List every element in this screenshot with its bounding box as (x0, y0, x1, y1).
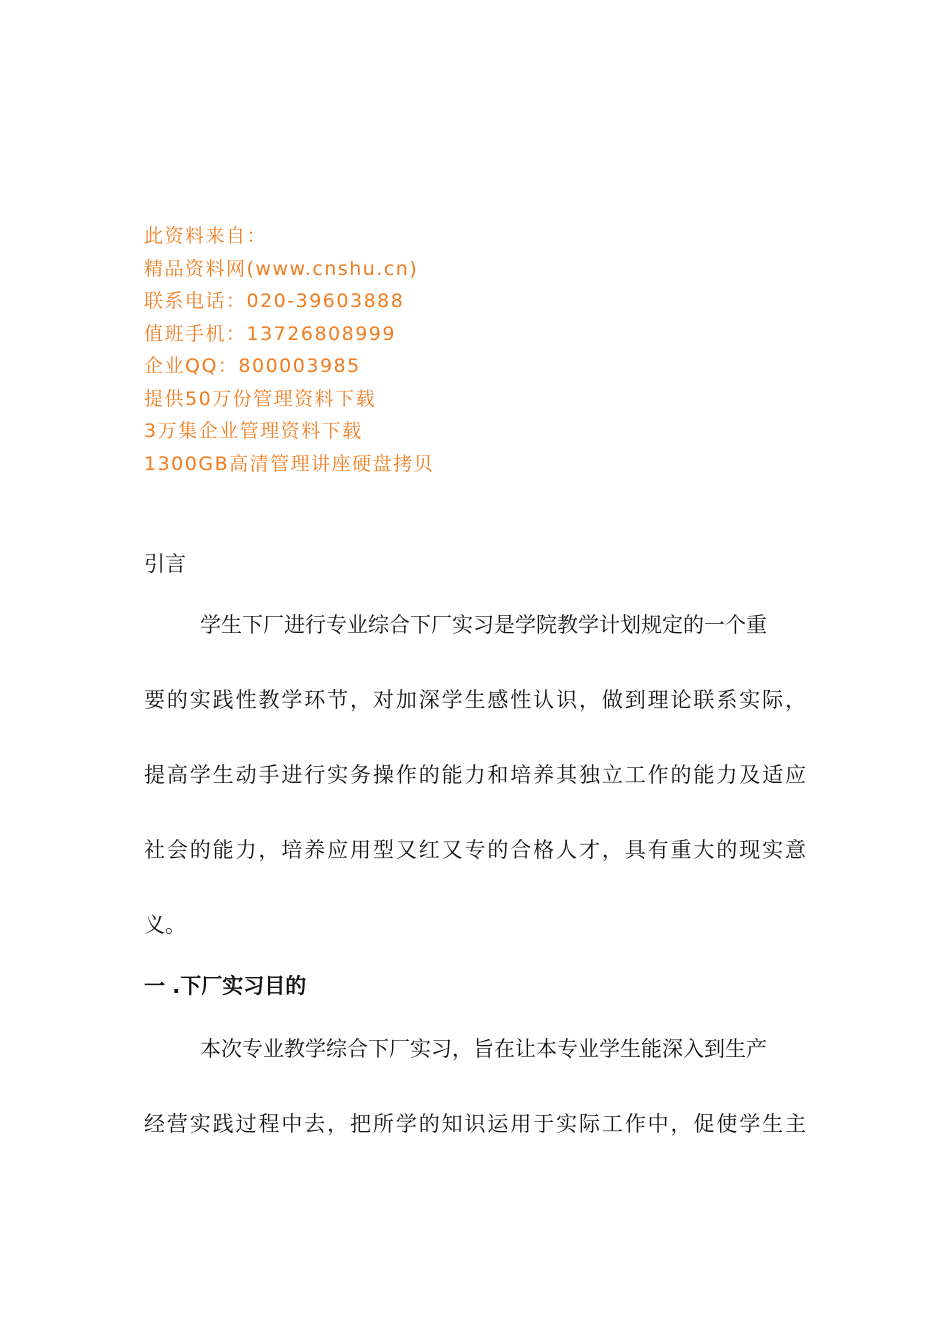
intro-heading: 引言 (144, 552, 186, 576)
paragraph-line: 经营实践过程中去，把所学的知识运用于实际工作中，促使学生主 (144, 1112, 806, 1136)
phone-line: 联系电话：020-39603888 (144, 290, 405, 312)
promo-line-2: 3万集企业管理资料下载 (144, 420, 363, 442)
section-heading: 一 .下厂实习目的 (144, 974, 307, 998)
paragraph-line: 学生下厂进行专业综合下厂实习是学院教学计划规定的一个重 (200, 613, 767, 637)
website-line: 精品资料网(www.cnshu.cn) (144, 257, 419, 280)
paragraph-line: 本次专业教学综合下厂实习，旨在让本专业学生能深入到生产 (200, 1037, 767, 1061)
qq-line: 企业QQ：800003985 (144, 355, 361, 377)
section-paragraph (144, 1012, 806, 1162)
promo-line-1: 提供50万份管理资料下载 (144, 387, 377, 410)
paragraph-line: 社会的能力，培养应用型又红又专的合格人才，具有重大的现实意 (144, 838, 806, 862)
paragraph-line: 要的实践性教学环节，对加深学生感性认识，做到理论联系实际， (144, 688, 806, 712)
paragraph-line: 义。 (144, 913, 186, 937)
promo-line-3: 1300GB高清管理讲座硬盘拷贝 (144, 452, 435, 475)
intro-paragraph (144, 588, 806, 963)
source-line: 此资料来自： (144, 225, 268, 247)
mobile-line: 值班手机：13726808999 (144, 322, 396, 345)
source-info-block (144, 220, 564, 480)
paragraph-line: 提高学生动手进行实务操作的能力和培养其独立工作的能力及适应 (144, 763, 806, 787)
